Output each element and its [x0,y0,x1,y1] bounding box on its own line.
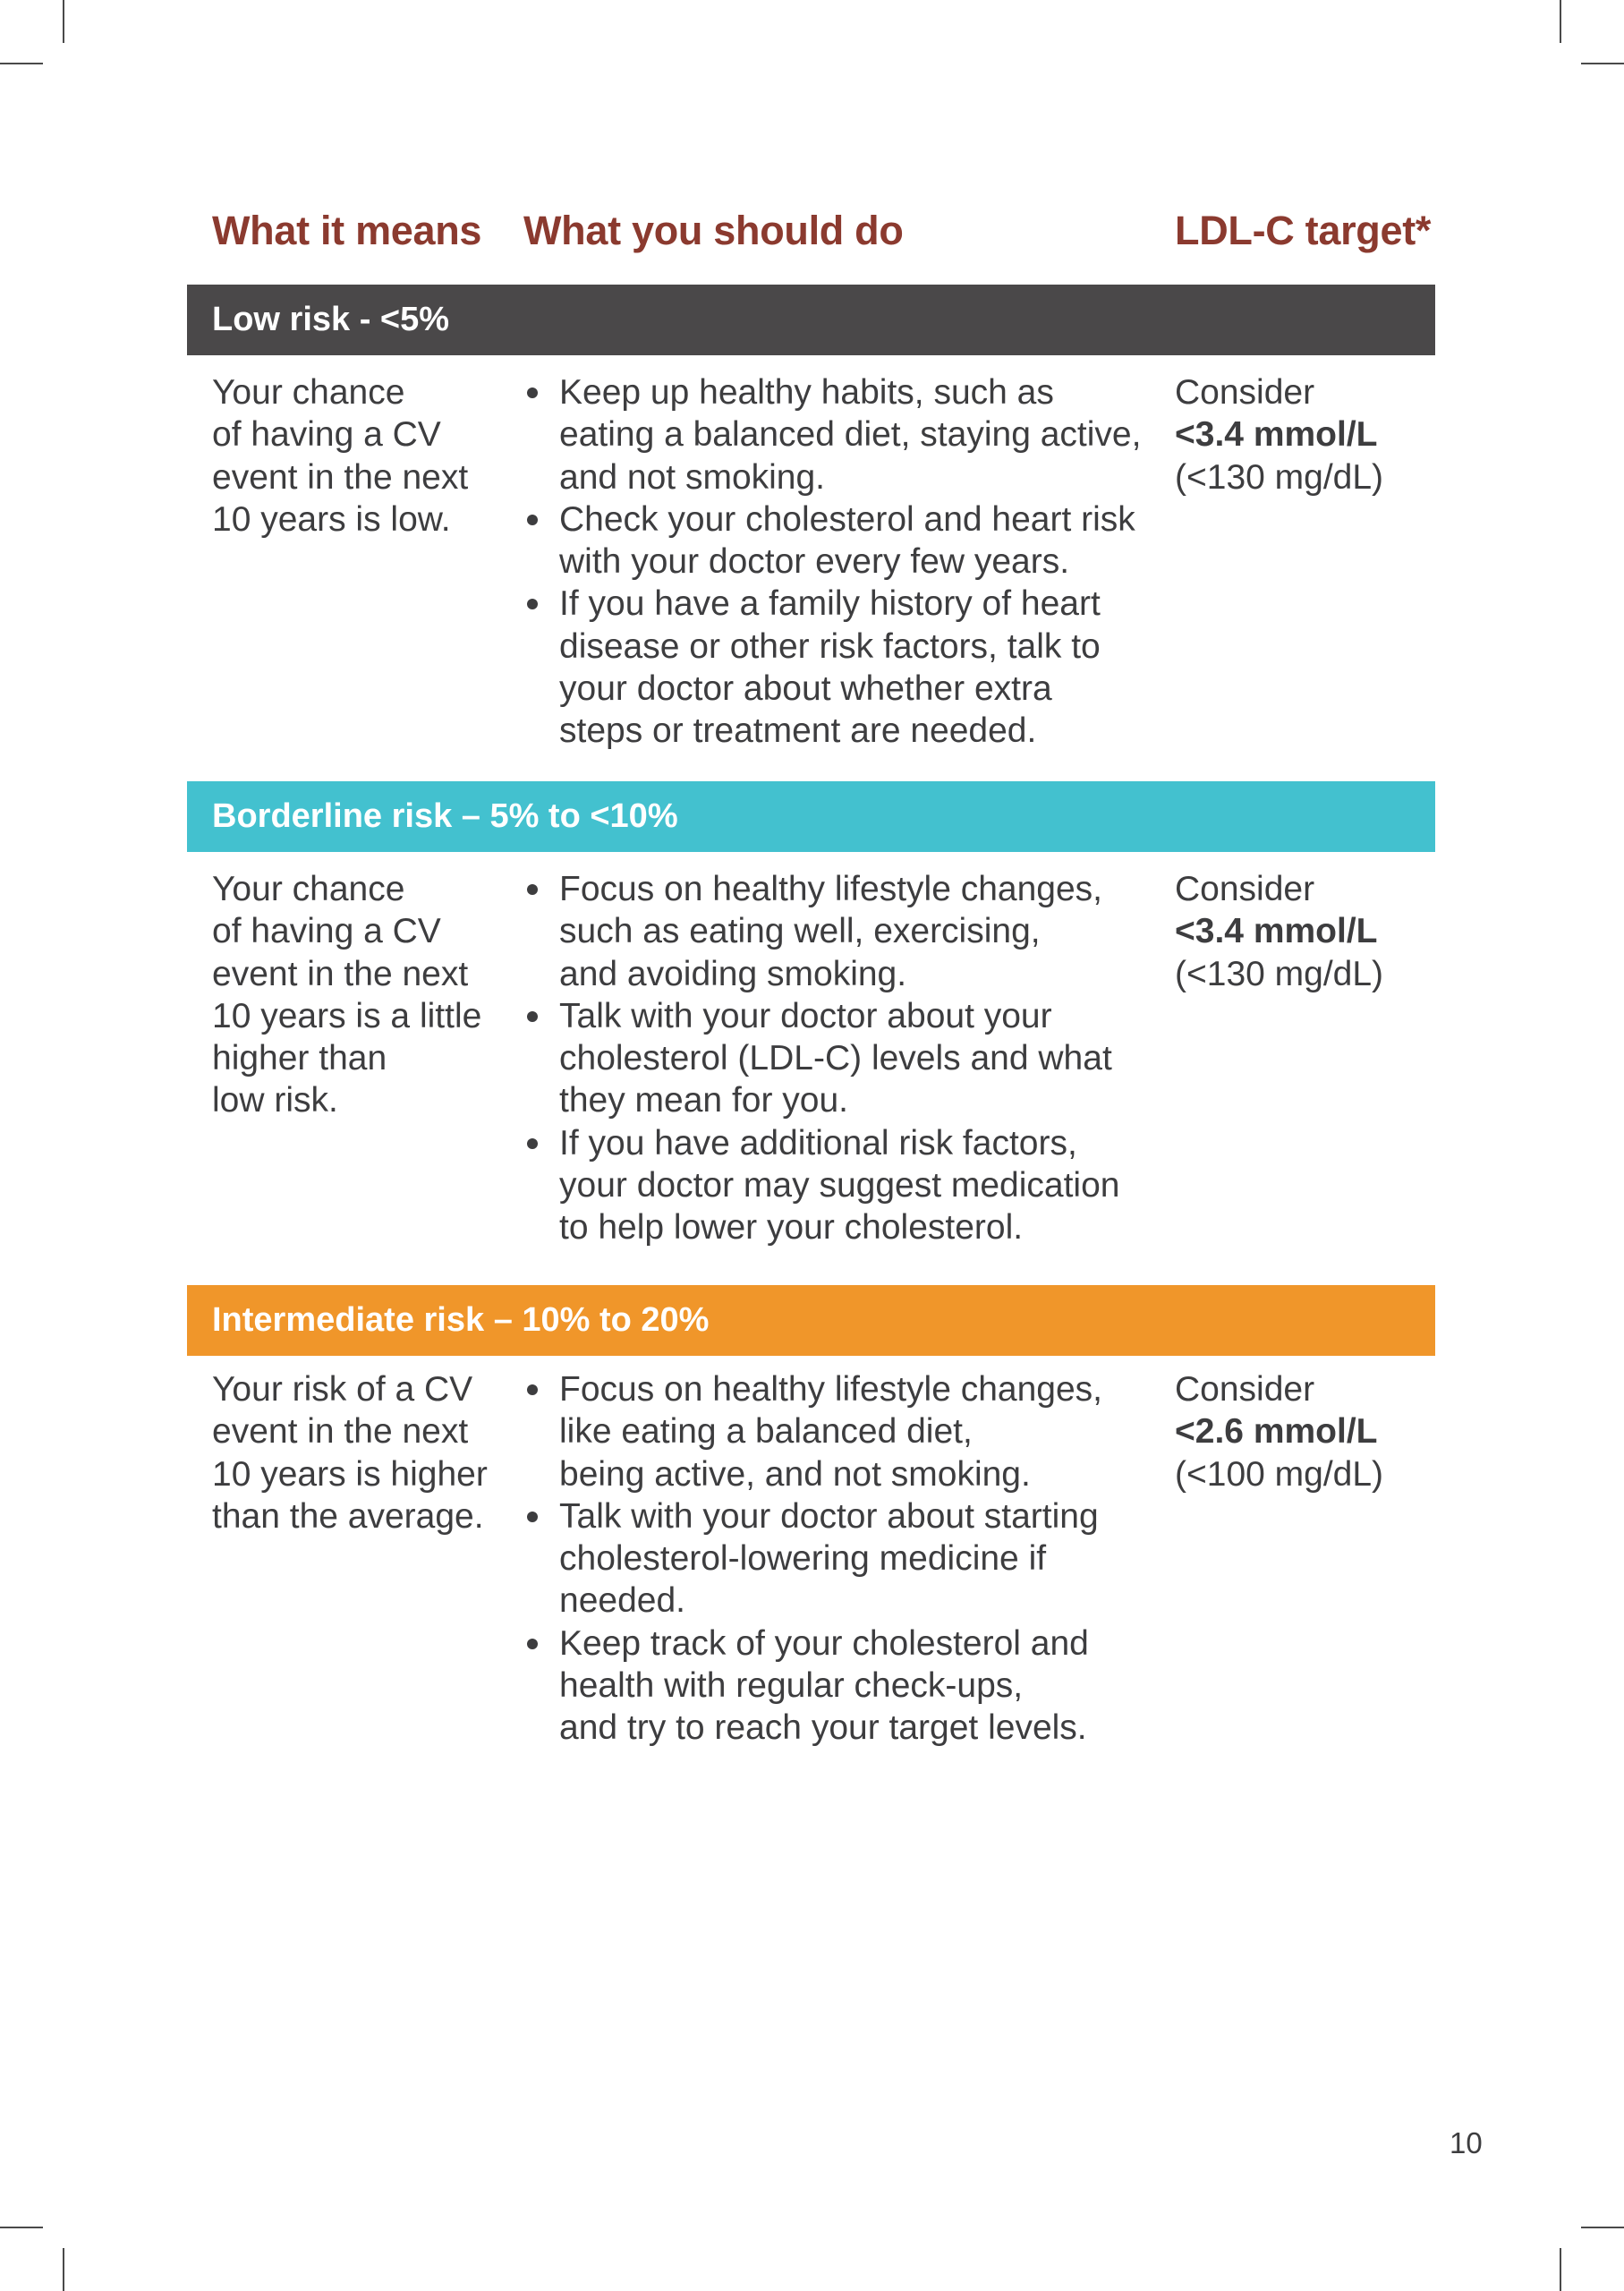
action-line: like eating a balanced diet, [559,1412,973,1452]
crop-mark [1560,0,1561,43]
action-item [523,1122,1168,1249]
action-item [523,583,1168,752]
section-borderline-risk [187,781,1435,1262]
action-item [523,371,1168,498]
action-item [523,995,1168,1122]
action-line: such as eating well, exercising, [559,912,1041,951]
target-value: <3.4 mmol/L [1175,415,1378,455]
action-line: Talk with your doctor about starting [559,1496,1099,1536]
meaning-line: of having a CV [212,912,441,951]
section-intermediate-risk [187,1285,1435,1762]
column-header-target: LDL-C target* [1175,208,1432,253]
bullet-icon [527,1384,538,1395]
meaning-line: Your risk of a CV [212,1370,473,1409]
target-prefix: Consider [1175,870,1315,908]
action-list [523,1368,1168,1750]
crop-mark [1581,63,1624,64]
meaning-line: Your chance [212,373,405,412]
meaning-line: of having a CV [212,415,441,455]
action-item [523,1368,1168,1495]
target-value: <2.6 mmol/L [1175,1412,1378,1452]
crop-mark [1581,2227,1624,2228]
bullet-icon [527,884,538,895]
action-item [523,1622,1168,1750]
action-line: If you have additional risk factors, [559,1123,1077,1163]
action-line: Keep up healthy habits, such as [559,373,1054,412]
action-line: Focus on healthy lifestyle changes, [559,870,1103,908]
action-line: health with regular check-ups, [559,1666,1024,1706]
bullet-icon [527,1138,538,1149]
bullet-icon [527,599,538,609]
action-line: being active, and not smoking. [559,1454,1031,1494]
meaning-line: Your chance [212,870,405,908]
target-alt-units: (<130 mg/dL) [1175,954,1384,993]
crop-mark [0,63,43,64]
action-list [523,868,1168,1249]
meaning-line: 10 years is a little [212,996,482,1035]
risk-row-borderline [187,868,1435,1262]
crop-mark [63,2248,64,2291]
action-line: and try to reach your target levels. [559,1708,1087,1748]
action-line: needed. [559,1581,685,1621]
bullet-icon [527,388,538,398]
meaning-line: 10 years is low. [212,499,451,539]
action-line: your doctor may suggest medication [559,1166,1120,1205]
ldl-target [1175,868,1434,995]
bullet-icon [527,1639,538,1649]
crop-mark [1560,2248,1561,2291]
action-item [523,868,1168,995]
action-line: they mean for you. [559,1081,849,1120]
action-line: Check your cholesterol and heart risk [559,499,1135,539]
section-low-risk [187,285,1435,765]
column-header-action: What you should do [523,208,904,253]
crop-mark [0,2227,43,2228]
page-number: 10 [1450,2126,1483,2159]
risk-row-intermediate [187,1368,1435,1762]
meaning-line: event in the next [212,954,469,993]
action-line: and not smoking. [559,457,826,497]
action-line: Focus on healthy lifestyle changes, [559,1370,1103,1409]
meaning-text [212,868,507,1122]
meaning-line: low risk. [212,1081,338,1120]
bullet-icon [527,1011,538,1022]
column-headers [187,208,1435,261]
ldl-target [1175,1368,1434,1495]
bullet-icon [527,1512,538,1522]
risk-band-borderline: Borderline risk – 5% to <10% [187,781,1435,852]
meaning-line: event in the next [212,457,469,497]
action-line: and avoiding smoking. [559,954,907,993]
action-line: cholesterol (LDL-C) levels and what [559,1039,1112,1078]
action-line: with your doctor every few years. [559,542,1070,582]
action-line: Keep track of your cholesterol and [559,1623,1089,1663]
target-prefix: Consider [1175,1370,1315,1409]
risk-row-low [187,371,1435,765]
action-line: your doctor about whether extra [559,669,1052,709]
meaning-text [212,371,507,541]
action-line: disease or other risk factors, talk to [559,626,1101,666]
action-item [523,1495,1168,1622]
column-header-meaning: What it means [212,208,482,253]
meaning-line: 10 years is higher [212,1454,488,1494]
risk-band-intermediate: Intermediate risk – 10% to 20% [187,1285,1435,1356]
action-line: steps or treatment are needed. [559,711,1037,751]
action-item [523,498,1168,583]
action-line: eating a balanced diet, staying active, [559,415,1142,455]
action-list [523,371,1168,753]
meaning-text [212,1368,507,1537]
target-alt-units: (<130 mg/dL) [1175,457,1384,497]
action-line: If you have a family history of heart [559,584,1101,624]
target-prefix: Consider [1175,373,1315,412]
meaning-line: than the average. [212,1496,484,1536]
bullet-icon [527,515,538,525]
target-value: <3.4 mmol/L [1175,912,1378,951]
action-line: to help lower your cholesterol. [559,1208,1024,1248]
ldl-target [1175,371,1434,498]
meaning-line: event in the next [212,1412,469,1452]
action-line: cholesterol-lowering medicine if [559,1539,1047,1579]
crop-mark [63,0,64,43]
meaning-line: higher than [212,1039,387,1078]
risk-band-low: Low risk - <5% [187,285,1435,355]
action-line: Talk with your doctor about your [559,996,1052,1035]
target-alt-units: (<100 mg/dL) [1175,1454,1384,1494]
